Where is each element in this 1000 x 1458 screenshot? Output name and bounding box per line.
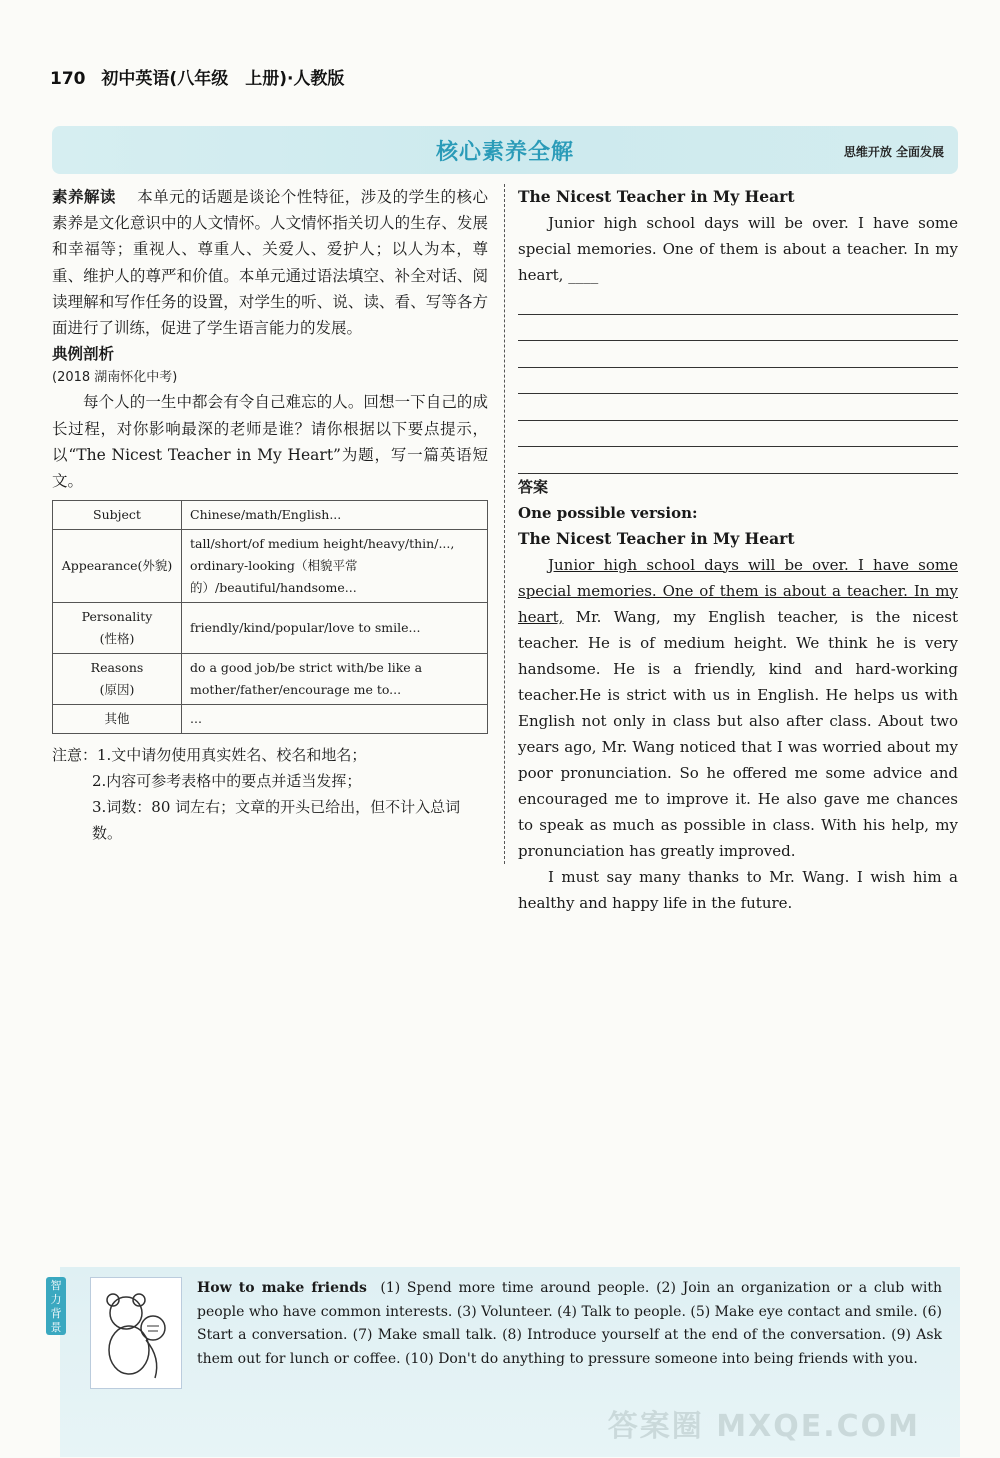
version-label: One possible version:	[518, 503, 698, 522]
table-row	[53, 603, 488, 654]
table-key: Subject	[53, 501, 182, 530]
example-source: (2018 湖南怀化中考)	[52, 370, 178, 386]
writing-prompt: 每个人的一生中都会有令自己难忘的人。回想一下自己的成长过程，对你影响最深的老师是谁？请你根据以下要点提示，以“The Nicest Teacher in My Heart”为题，写一篇英语短文。	[52, 393, 488, 491]
table-value: friendly/kind/popular/love to smile...	[182, 603, 488, 654]
section-subtitle: 思维开放 全面发展	[843, 145, 944, 159]
answer-line[interactable]	[518, 447, 958, 474]
table-row	[53, 501, 488, 530]
answer-line[interactable]	[518, 368, 958, 395]
column-divider	[504, 184, 505, 864]
answer-title: The Nicest Teacher in My Heart	[518, 528, 795, 548]
answer-line[interactable]	[518, 315, 958, 342]
answer-given-opening: Junior high school days will be over. I have some special memories. One of them is about a teacher. In my heart,	[518, 555, 958, 626]
section-banner	[52, 126, 958, 174]
table-key: Appearance(外貌)	[53, 530, 182, 603]
bear-tiger-icon	[91, 1278, 181, 1388]
tip-box	[50, 1267, 960, 1457]
table-value: ...	[182, 705, 488, 734]
cartoon-illustration	[90, 1277, 182, 1389]
note-1: 注意：1.文中请勿使用真实姓名、校名和地名；	[52, 746, 367, 765]
table-row	[53, 530, 488, 603]
table-key: 其他	[53, 705, 182, 734]
notes	[52, 742, 488, 846]
tip-text	[197, 1277, 942, 1371]
table-key: Personality (性格)	[53, 603, 182, 654]
page-number: 170	[50, 69, 86, 89]
table-value: tall/short/of medium height/heavy/thin/..., ordinary-looking（相貌平常的）/beautiful/handsome...	[182, 530, 488, 603]
answer-line[interactable]	[518, 288, 958, 315]
requirements-table	[52, 500, 488, 734]
page-header	[50, 64, 344, 89]
tip-body: (1) Spend more time around people. (2) Join an organization or a club with people who have common interests. (3) Volunteer. (4) Talk to people. (5) Make eye contact and smile. (6) Start a conversation. (7) Make small talk. (8) Introduce yourself at the end of the conversation. (9) Ask them out for lunch or coffee. (10) Don't do anything to pressure someone into being friends with you.	[197, 1280, 943, 1367]
section-title: 核心素养全解	[435, 140, 574, 165]
table-value: Chinese/math/English...	[182, 501, 488, 530]
note-2: 2.内容可参考表格中的要点并适当发挥；	[92, 772, 362, 791]
note-3: 3.词数：80 词左右；文章的开头已给出，但不计入总词数。	[92, 798, 461, 843]
intro-text: 本单元的话题是谈论个性特征，涉及的学生的核心素养是文化意识中的人文情怀。人文情怀指关切人的生存、发展和幸福等；重视人、尊重人、关爱人、爱护人；以人为本，尊重、维护人的尊严和价值。本单元通过语法填空、补全对话、阅读理解和写作任务的设置，对学生的听、说、读、看、写等各方面进行了训练，促进了学生语言能力的发展。	[52, 188, 488, 338]
answer-line[interactable]	[518, 341, 958, 368]
table-row	[53, 654, 488, 705]
tip-tag: 智力背景	[46, 1277, 66, 1335]
answer-line[interactable]	[518, 394, 958, 421]
answer-line[interactable]	[518, 421, 958, 448]
answer-label: 答案	[518, 477, 549, 496]
task-opening: Junior high school days will be over. I have some special memories. One of them is about a teacher. In my heart, ____	[518, 214, 958, 284]
watermark: 答案圈 MXQE.COM	[607, 1409, 920, 1444]
table-value: do a good job/be strict with/be like a mother/father/encourage me to...	[182, 654, 488, 705]
table-row	[53, 705, 488, 734]
task-title: The Nicest Teacher in My Heart	[518, 187, 795, 206]
answer-paragraph-2: I must say many thanks to Mr. Wang. I wish him a healthy and happy life in the future.	[518, 867, 958, 912]
answer-paragraph-1	[518, 552, 958, 864]
answer-body: Mr. Wang, my English teacher, is the nicest teacher. He is of medium height. We think he is very handsome. He is a friendly, kind and hard-working teacher.He is strict with us in English. He helps us with English not only in class but also after class. About two years ago, Mr. Wang noticed that I was worried about my poor pronunciation. So he offered me some advice and encouraged me to improve it. He also gave me chances to speak as much as possible in class. With his help, my pronunciation has greatly improved.	[518, 607, 958, 860]
left-column	[52, 184, 488, 846]
book-title: 初中英语(八年级 上册)·人教版	[101, 69, 345, 89]
example-heading: 典例剖析	[52, 345, 115, 364]
intro-paragraph	[52, 184, 488, 341]
tip-heading: How to make friends	[197, 1280, 367, 1296]
table-key: Reasons (原因)	[53, 654, 182, 705]
intro-label: 素养解读	[52, 188, 116, 206]
right-column	[518, 184, 958, 916]
